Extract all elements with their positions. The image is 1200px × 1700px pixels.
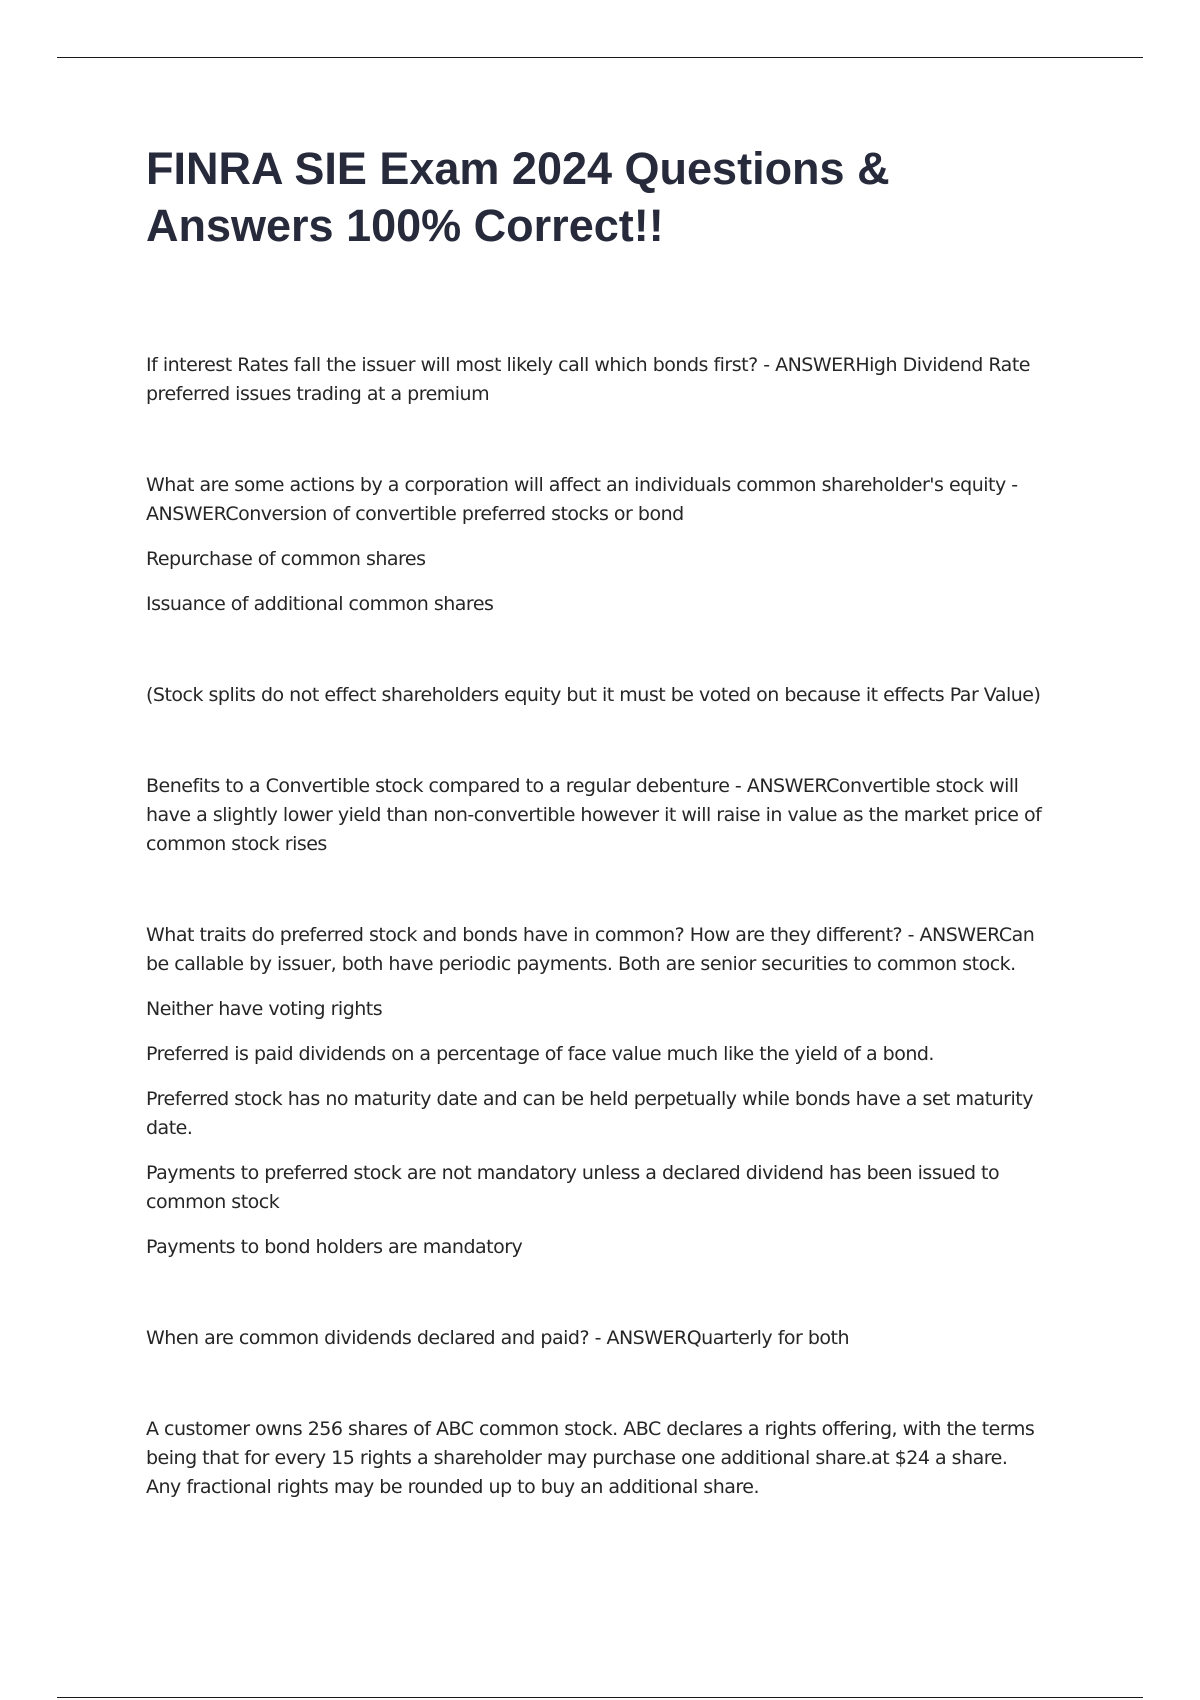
document-page <box>146 140 1046 1502</box>
answer-line: Preferred is paid dividends on a percentage of face value much like the yield of a bond. <box>146 1043 934 1065</box>
answer-line: Issuance of additional common shares <box>146 593 494 615</box>
qa-question-2: What are some actions by a corporation will affect an individuals common shareholder's equity - ANSWERConversion of convertible preferred stocks or bond <box>146 474 1018 525</box>
qa-question-5: When are common dividends declared and paid? - ANSWERQuarterly for both <box>146 1327 850 1349</box>
note-paragraph: (Stock splits do not effect shareholders equity but it must be voted on because it effects Par Value) <box>146 684 1041 706</box>
document-title: FINRA SIE Exam 2024 Questions & Answers 100% Correct!! <box>146 143 890 251</box>
answer-line: Neither have voting rights <box>146 998 383 1020</box>
answer-line: Payments to preferred stock are not mandatory unless a declared dividend has been issued to common stock <box>146 1162 1000 1213</box>
footer-rule <box>57 1697 1143 1698</box>
answer-line: Preferred stock has no maturity date and can be held perpetually while bonds have a set maturity date. <box>146 1088 1033 1139</box>
document-body <box>146 351 1046 1502</box>
qa-question-6: A customer owns 256 shares of ABC common stock. ABC declares a rights offering, with the terms being that for every 15 rights a shareholder may purchase one additional share.at $24 a share. Any fractional rights may be rounded up to buy an additional share. <box>146 1418 1035 1498</box>
answer-line: Repurchase of common shares <box>146 548 426 570</box>
header-rule <box>57 57 1143 58</box>
qa-question-1: If interest Rates fall the issuer will most likely call which bonds first? - ANSWERHigh Dividend Rate preferred issues trading at a premium <box>146 354 1030 405</box>
qa-question-3: Benefits to a Convertible stock compared to a regular debenture - ANSWERConvertible stock will have a slightly lower yield than non-convertible however it will raise in value as the market price of common stock rises <box>146 775 1042 855</box>
answer-line: Payments to bond holders are mandatory <box>146 1236 523 1258</box>
qa-question-4: What traits do preferred stock and bonds have in common? How are they different? - ANSWERCan be callable by issuer, both have periodic payments. Both are senior securities to common stock. <box>146 924 1035 975</box>
